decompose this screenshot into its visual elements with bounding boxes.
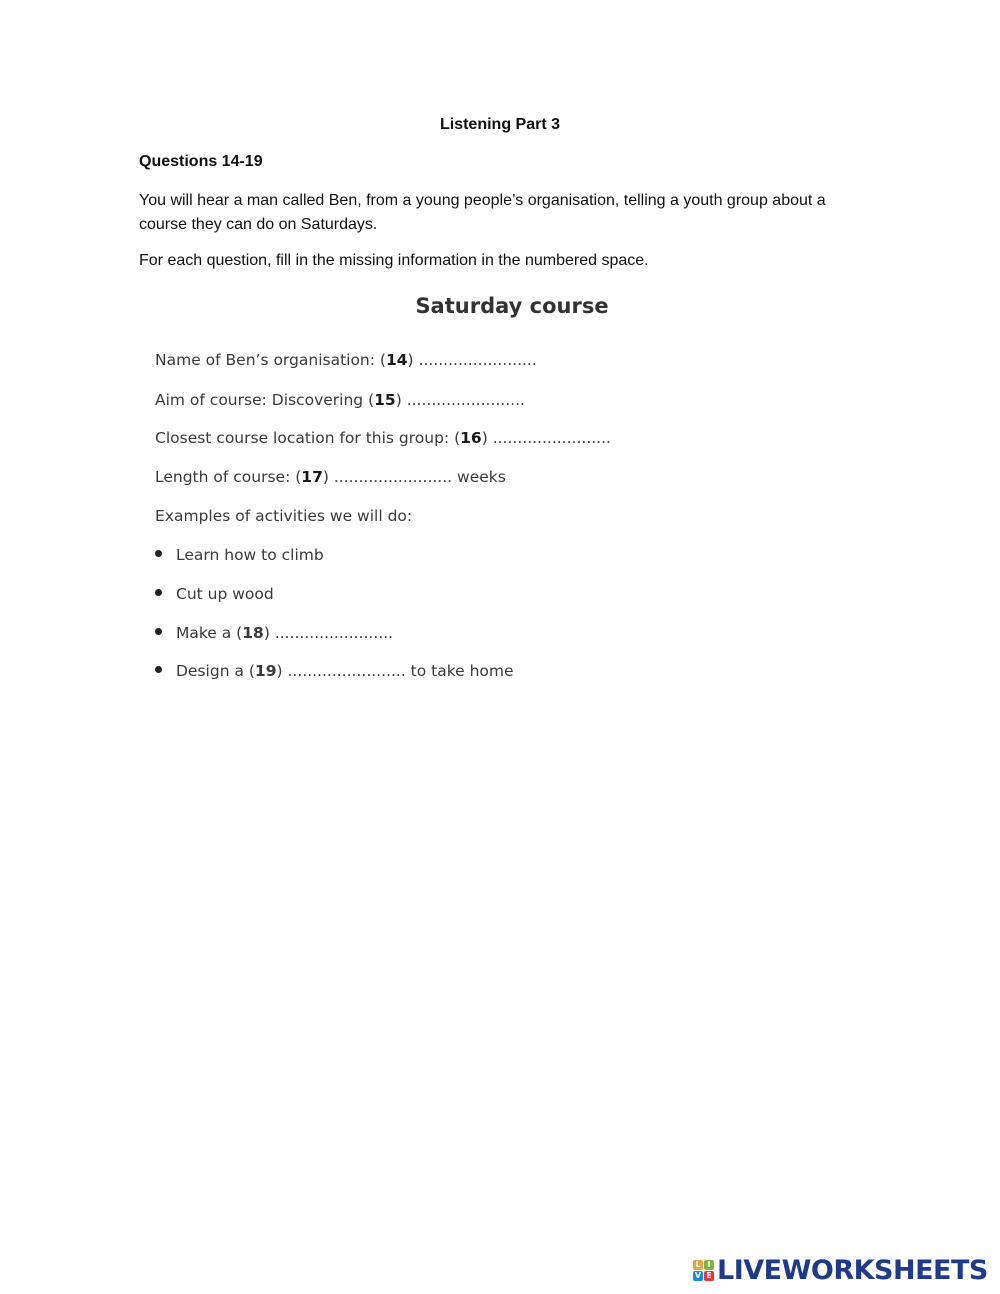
form-line-length: Length of course: (17) ........................ weeks <box>155 468 506 486</box>
logo-block: I <box>704 1260 714 1270</box>
bullet-icon <box>155 550 162 557</box>
form-line-organisation: Name of Ben’s organisation: (14) ........................ <box>155 351 537 369</box>
instruction-text: For each question, fill in the missing information in the numbered space. <box>139 252 649 269</box>
question-number: 18 <box>242 624 264 642</box>
page-title: Listening Part 3 <box>439 116 561 133</box>
logo-block: E <box>704 1271 714 1281</box>
logo-block: V <box>694 1270 702 1280</box>
question-number: 14 <box>385 351 408 369</box>
answer-blank[interactable]: ........................ <box>406 391 525 409</box>
logo-text: LIVEWORKSHEETS <box>717 1254 988 1286</box>
logo-block: L <box>693 1260 703 1270</box>
question-number: 15 <box>374 391 396 409</box>
form-line-location: Closest course location for this group: (16) ........................ <box>155 429 611 447</box>
question-number: 19 <box>254 662 277 680</box>
list-item: Cut up wood <box>155 585 274 603</box>
intro-description: You will hear a man called Ben, from a young people’s organisation, telling a youth group about a course they can do on Saturdays. <box>139 192 826 233</box>
list-item: Make a (18) ........................ <box>155 624 393 642</box>
answer-blank[interactable]: ........................ <box>287 662 406 680</box>
bullet-icon <box>155 666 162 673</box>
list-item: Learn how to climb <box>155 546 324 564</box>
answer-blank[interactable]: ........................ <box>418 351 537 369</box>
logo-icon <box>693 1260 714 1281</box>
examples-label: Examples of activities we will do: <box>155 507 413 525</box>
answer-blank[interactable]: ........................ <box>492 429 611 447</box>
answer-blank[interactable]: ........................ <box>274 624 394 642</box>
form-title: Saturday course <box>415 294 609 318</box>
list-item: Design a (19) ........................ to take home <box>155 662 514 680</box>
form-line-aim: Aim of course: Discovering (15) ........................ <box>155 391 525 409</box>
bullet-icon <box>155 589 162 596</box>
questions-heading: Questions 14-19 <box>139 153 263 170</box>
bullet-icon <box>155 628 162 635</box>
answer-blank[interactable]: ........................ <box>333 468 453 486</box>
question-number: 16 <box>460 429 482 447</box>
liveworksheets-logo[interactable] <box>693 1254 988 1286</box>
question-number: 17 <box>301 468 323 486</box>
